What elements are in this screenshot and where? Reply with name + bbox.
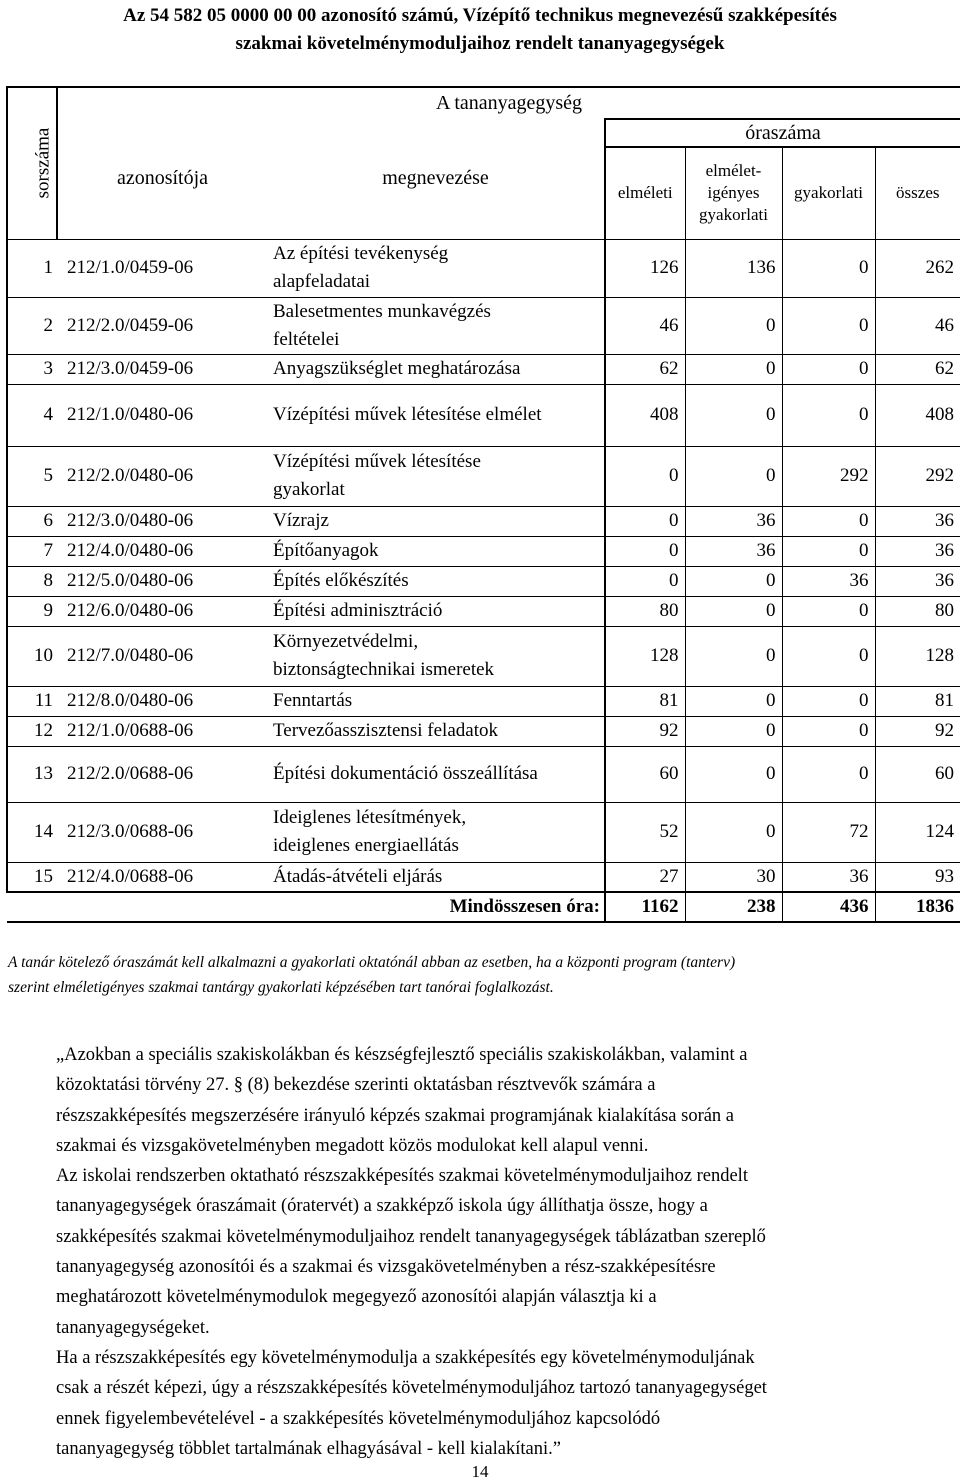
table-row <box>7 506 960 536</box>
row-gyakorlati: 36 <box>782 862 875 892</box>
row-osszes: 36 <box>875 536 960 566</box>
header-oraszama: óraszáma <box>605 119 960 147</box>
row-azonosito: 212/4.0/0480-06 <box>57 536 267 566</box>
row-megnevezes-line-1: Vízépítési művek létesítése <box>273 451 481 472</box>
row-elmeletigenyes: 0 <box>685 802 782 862</box>
row-elmeleti: 52 <box>605 802 685 862</box>
quote-line: tananyagegységeket. <box>56 1317 210 1338</box>
table-row <box>7 746 960 802</box>
row-osszes: 292 <box>875 446 960 506</box>
row-osszes: 124 <box>875 802 960 862</box>
row-sorszam: 6 <box>7 506 57 536</box>
teacher-hours-note <box>8 950 956 1000</box>
row-azonosito: 212/1.0/0459-06 <box>57 239 267 297</box>
table-row <box>7 354 960 384</box>
row-azonosito: 212/1.0/0688-06 <box>57 716 267 746</box>
row-sorszam: 2 <box>7 297 57 354</box>
row-gyakorlati: 292 <box>782 446 875 506</box>
row-megnevezes <box>267 506 605 536</box>
quote-line: meghatározott követelménymodulok megegyező azonosítói alapján választja ki a <box>56 1287 657 1308</box>
table-row <box>7 862 960 892</box>
row-gyakorlati: 0 <box>782 354 875 384</box>
quote-line: ennek figyelembevételével - a szakképesítés követelménymoduljához kapcsolódó <box>56 1408 661 1429</box>
row-sorszam: 5 <box>7 446 57 506</box>
row-megnevezes <box>267 716 605 746</box>
row-elmeletigenyes: 0 <box>685 384 782 446</box>
table-row <box>7 716 960 746</box>
row-megnevezes <box>267 239 605 297</box>
total-label: Mindösszesen óra: <box>7 892 605 922</box>
row-megnevezes-line-2: biztonságtechnikai ismeretek <box>273 659 495 680</box>
row-azonosito: 212/3.0/0480-06 <box>57 506 267 536</box>
row-gyakorlati: 0 <box>782 746 875 802</box>
row-azonosito: 212/3.0/0688-06 <box>57 802 267 862</box>
row-gyakorlati: 72 <box>782 802 875 862</box>
row-gyakorlati: 0 <box>782 536 875 566</box>
row-elmeletigenyes: 36 <box>685 506 782 536</box>
row-elmeleti: 0 <box>605 536 685 566</box>
row-elmeleti: 81 <box>605 686 685 716</box>
row-elmeletigenyes: 136 <box>685 239 782 297</box>
header-osszes: összes <box>875 147 960 239</box>
document-title <box>0 2 960 58</box>
regulation-quote <box>56 1040 960 1464</box>
row-sorszam: 15 <box>7 862 57 892</box>
row-megnevezes <box>267 536 605 566</box>
row-megnevezes-line-1: Balesetmentes munkavégzés <box>273 300 491 322</box>
header-sorszama: sorszáma <box>7 87 57 239</box>
header-elmeleti: elméleti <box>605 147 685 239</box>
row-osszes: 36 <box>875 506 960 536</box>
row-sorszam: 1 <box>7 239 57 297</box>
row-megnevezes-line-1: Az építési tevékenység <box>273 243 449 264</box>
quote-line: Ha a részszakképesítés egy követelménymodulja a szakképesítés egy követelménymoduljának <box>56 1347 755 1368</box>
quote-line: csak a részét képezi, úgy a részszakképesítés követelménymoduljához tartozó tananyagegységet <box>56 1378 767 1399</box>
row-elmeleti: 0 <box>605 566 685 596</box>
tananyagegyseg-table <box>6 86 960 923</box>
page-number: 14 <box>471 1462 489 1481</box>
row-azonosito: 212/2.0/0480-06 <box>57 446 267 506</box>
row-osszes: 81 <box>875 686 960 716</box>
row-elmeleti: 46 <box>605 297 685 354</box>
row-osszes: 128 <box>875 626 960 686</box>
header-azonositoja: azonosítója <box>57 119 267 239</box>
table-row <box>7 802 960 862</box>
header-gyakorlati: gyakorlati <box>782 147 875 239</box>
row-elmeleti: 408 <box>605 384 685 446</box>
row-elmeleti: 126 <box>605 239 685 297</box>
total-elmeletigenyes: 238 <box>685 892 782 922</box>
row-osszes: 36 <box>875 566 960 596</box>
title-line-2: szakmai követelménymoduljaihoz rendelt tananyagegységek <box>235 33 725 54</box>
row-megnevezes-line-2: feltételei <box>273 328 340 350</box>
total-gyakorlati: 436 <box>782 892 875 922</box>
row-elmeletigenyes: 0 <box>685 596 782 626</box>
row-gyakorlati: 0 <box>782 716 875 746</box>
quote-line: szakmai és vizsgakövetelményben megadott közös modulokat kell alapul venni. <box>56 1135 649 1156</box>
row-osszes: 93 <box>875 862 960 892</box>
row-megnevezes-line-1: Vízrajz <box>273 510 329 531</box>
row-elmeletigenyes: 0 <box>685 746 782 802</box>
row-gyakorlati: 0 <box>782 239 875 297</box>
row-elmeletigenyes: 0 <box>685 446 782 506</box>
title-line-1: Az 54 582 05 0000 00 00 azonosító számú, Vízépítő technikus megnevezésű szakképesítés <box>123 5 837 26</box>
row-megnevezes <box>267 384 605 446</box>
row-osszes: 46 <box>875 297 960 354</box>
table-row <box>7 239 960 297</box>
row-azonosito: 212/1.0/0480-06 <box>57 384 267 446</box>
row-azonosito: 212/6.0/0480-06 <box>57 596 267 626</box>
header-megnevezese: megnevezése <box>267 119 605 239</box>
table-row <box>7 626 960 686</box>
table-row <box>7 596 960 626</box>
row-azonosito: 212/4.0/0688-06 <box>67 865 194 887</box>
header-group: A tananyagegység <box>57 87 960 119</box>
row-megnevezes-line-1: Építési dokumentáció összeállítása <box>273 763 538 784</box>
row-megnevezes-line-2: alapfeladatai <box>273 271 371 292</box>
table-row <box>7 446 960 506</box>
row-megnevezes <box>267 446 605 506</box>
table-row <box>7 297 960 354</box>
row-sorszam: 11 <box>7 686 57 716</box>
total-osszes: 1836 <box>875 892 960 922</box>
quote-line: „Azokban a speciális szakiskolákban és készségfejlesztő speciális szakiskolákban, valamint a <box>56 1045 748 1065</box>
row-gyakorlati: 0 <box>782 686 875 716</box>
row-elmeletigenyes: 0 <box>685 297 782 354</box>
row-megnevezes <box>267 802 605 862</box>
row-megnevezes-line-1: Tervezőasszisztensi feladatok <box>273 720 498 741</box>
row-megnevezes <box>267 566 605 596</box>
quote-line: Az iskolai rendszerben oktatható részszakképesítés szakmai követelménymoduljaihoz rendelt <box>56 1166 748 1187</box>
row-sorszam: 13 <box>7 746 57 802</box>
quote-line: tananyagegység azonosítói és a szakmai és vizsgakövetelményben a rész-szakképesítésre <box>56 1257 716 1278</box>
row-gyakorlati: 36 <box>782 566 875 596</box>
row-osszes: 92 <box>875 716 960 746</box>
row-megnevezes-line-1: Fenntartás <box>273 690 353 711</box>
row-megnevezes <box>267 862 605 892</box>
row-sorszam: 4 <box>7 384 57 446</box>
quote-line: közoktatási törvény 27. § (8) bekezdése szerinti oktatásban résztvevők számára a <box>56 1075 656 1096</box>
row-sorszam: 10 <box>7 626 57 686</box>
table-row <box>7 384 960 446</box>
row-megnevezes <box>267 297 605 354</box>
row-gyakorlati: 0 <box>782 506 875 536</box>
row-megnevezes <box>267 626 605 686</box>
row-azonosito: 212/2.0/0459-06 <box>57 297 267 354</box>
row-megnevezes <box>267 686 605 716</box>
header-elmeletigenyes: elmélet- igényes gyakorlati <box>685 147 782 239</box>
row-sorszam: 7 <box>7 536 57 566</box>
row-megnevezes-line-2: gyakorlat <box>273 479 345 500</box>
table-row <box>7 686 960 716</box>
row-megnevezes-line-2: ideiglenes energiaellátás <box>273 835 459 856</box>
row-megnevezes-line-1: Építőanyagok <box>273 540 379 561</box>
row-azonosito: 212/3.0/0459-06 <box>57 354 267 384</box>
row-gyakorlati: 0 <box>782 384 875 446</box>
row-megnevezes-line-1: Építési adminisztráció <box>273 600 443 621</box>
quote-line: szakképesítés szakmai követelménymoduljaihoz rendelt tananyagegységek táblázatban szereplő <box>56 1226 766 1247</box>
row-elmeletigenyes: 0 <box>685 626 782 686</box>
row-elmeleti: 80 <box>605 596 685 626</box>
row-gyakorlati: 0 <box>782 626 875 686</box>
row-megnevezes-line-1: Anyagszükséglet meghatározása <box>273 358 521 379</box>
row-megnevezes-line-1: Vízépítési művek létesítése elmélet <box>273 404 542 425</box>
row-elmeleti: 60 <box>605 746 685 802</box>
row-elmeletigenyes: 0 <box>685 566 782 596</box>
row-megnevezes-line-1: Környezetvédelmi, <box>273 631 419 652</box>
row-elmeletigenyes: 30 <box>685 862 782 892</box>
row-elmeleti: 62 <box>605 354 685 384</box>
row-osszes: 408 <box>875 384 960 446</box>
total-elmeleti: 1162 <box>605 892 685 922</box>
row-elmeleti: 128 <box>605 626 685 686</box>
row-sorszam: 8 <box>7 566 57 596</box>
row-azonosito: 212/8.0/0480-06 <box>57 686 267 716</box>
row-elmeletigenyes: 0 <box>685 354 782 384</box>
row-osszes: 62 <box>875 354 960 384</box>
row-osszes: 60 <box>875 746 960 802</box>
row-megnevezes <box>267 746 605 802</box>
row-megnevezes-line-1: Átadás-átvételi eljárás <box>273 865 443 887</box>
row-sorszam: 12 <box>7 716 57 746</box>
row-azonosito: 212/2.0/0688-06 <box>57 746 267 802</box>
row-sorszam: 3 <box>7 354 57 384</box>
row-azonosito: 212/5.0/0480-06 <box>57 566 267 596</box>
row-megnevezes <box>267 596 605 626</box>
quote-line: részszakképesítés megszerzésére irányuló képzés szakmai programjának kialakítása során a <box>56 1105 735 1126</box>
row-elmeleti: 0 <box>605 506 685 536</box>
row-sorszam: 9 <box>7 596 57 626</box>
row-osszes: 262 <box>875 239 960 297</box>
row-megnevezes-line-1: Ideiglenes létesítmények, <box>273 807 467 828</box>
row-elmeleti: 92 <box>605 716 685 746</box>
row-elmeleti: 27 <box>605 862 685 892</box>
row-azonosito: 212/7.0/0480-06 <box>57 626 267 686</box>
row-megnevezes-line-1: Építés előkészítés <box>273 570 409 591</box>
row-gyakorlati: 0 <box>782 596 875 626</box>
quote-line: tananyagegység többlet tartalmának elhagyásával - kell kialakítani.” <box>56 1438 561 1459</box>
row-elmeletigenyes: 36 <box>685 536 782 566</box>
row-megnevezes <box>267 354 605 384</box>
row-gyakorlati: 0 <box>782 297 875 354</box>
note-line-1: A tanár kötelező óraszámát kell alkalmazni a gyakorlati oktatónál abban az esetben, ha a központi program (tanterv) <box>8 954 736 971</box>
quote-line: tananyagegységek óraszámait (óratervét) a szakképző iskola úgy állíthatja össze, hogy a <box>56 1196 708 1217</box>
row-elmeletigenyes: 0 <box>685 716 782 746</box>
table-row <box>7 536 960 566</box>
table-row <box>7 566 960 596</box>
row-sorszam: 14 <box>7 802 57 862</box>
row-elmeletigenyes: 0 <box>685 686 782 716</box>
note-line-2: szerint elméletigényes szakmai tantárgy gyakorlati képzésében tart tanórai foglalkozást. <box>8 979 554 996</box>
row-elmeleti: 0 <box>605 446 685 506</box>
row-osszes: 80 <box>875 596 960 626</box>
